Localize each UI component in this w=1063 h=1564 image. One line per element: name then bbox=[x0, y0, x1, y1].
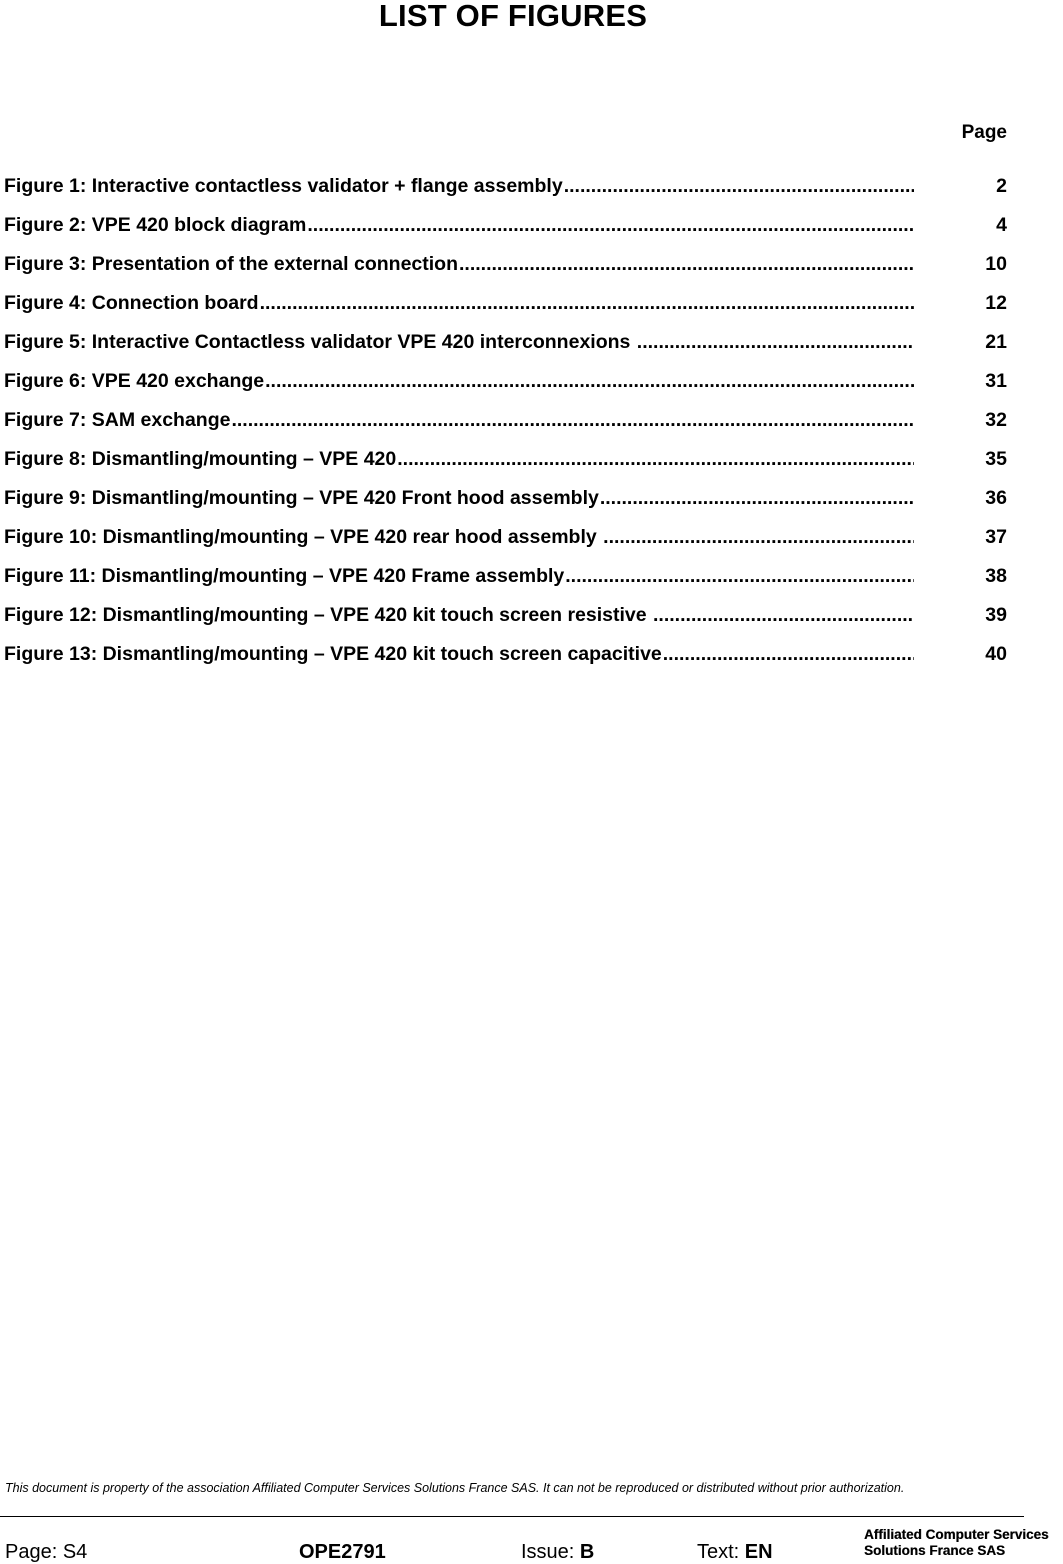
dot-leader bbox=[260, 290, 914, 316]
dot-leader bbox=[663, 641, 914, 667]
toc-entry-figure-6[interactable] bbox=[4, 368, 1007, 407]
footer-page-number: Page: S4 bbox=[5, 1541, 88, 1563]
company-logo-text bbox=[864, 1527, 1063, 1559]
footer-document-reference: OPE2791 bbox=[299, 1541, 386, 1563]
toc-entry-label: Figure 1: Interactive contactless validator + flange assembly bbox=[4, 175, 563, 197]
footer-divider bbox=[0, 1516, 1024, 1517]
property-disclaimer: This document is property of the association Affiliated Computer Services Solutions France SAS. It can not be reproduced or distributed without prior authorization. bbox=[5, 1481, 905, 1495]
toc-entry-label: Figure 2: VPE 420 block diagram bbox=[4, 214, 307, 236]
toc-entry-page: 2 bbox=[996, 175, 1007, 197]
dot-leader bbox=[307, 212, 914, 238]
footer-issue bbox=[521, 1540, 594, 1564]
toc-entry-figure-10[interactable] bbox=[4, 524, 1007, 563]
dot-leader bbox=[637, 329, 914, 355]
toc-entry-figure-12[interactable] bbox=[4, 602, 1007, 641]
footer-issue-label: Issue: bbox=[521, 1541, 580, 1563]
footer-text-value: EN bbox=[744, 1541, 773, 1563]
dot-leader bbox=[564, 173, 914, 199]
toc-entry-page: 32 bbox=[985, 409, 1007, 431]
toc-entry-page: 40 bbox=[985, 643, 1007, 665]
dot-leader bbox=[397, 446, 914, 472]
toc-entry-figure-13[interactable] bbox=[4, 641, 1007, 680]
toc-entry-figure-5[interactable] bbox=[4, 329, 1007, 368]
dot-leader bbox=[459, 251, 914, 277]
dot-leader bbox=[603, 524, 914, 550]
dot-leader bbox=[265, 368, 914, 394]
toc-entry-figure-2[interactable] bbox=[4, 212, 1007, 251]
toc-entry-label: Figure 4: Connection board bbox=[4, 292, 259, 314]
company-name-line-1: Affiliated Computer Services bbox=[864, 1527, 1049, 1542]
toc-entry-figure-4[interactable] bbox=[4, 290, 1007, 329]
dot-leader bbox=[653, 602, 914, 628]
toc-entry-figure-11[interactable] bbox=[4, 563, 1007, 602]
toc-entry-figure-9[interactable] bbox=[4, 485, 1007, 524]
toc-entry-page: 21 bbox=[985, 331, 1007, 353]
toc-entry-figure-8[interactable] bbox=[4, 446, 1007, 485]
toc-entry-label: Figure 10: Dismantling/mounting – VPE 420 rear hood assembly bbox=[4, 526, 603, 548]
toc-entry-label: Figure 6: VPE 420 exchange bbox=[4, 370, 265, 392]
toc-entry-label: Figure 11: Dismantling/mounting – VPE 420 Frame assembly bbox=[4, 565, 565, 587]
toc-entry-label: Figure 13: Dismantling/mounting – VPE 420 kit touch screen capacitive bbox=[4, 643, 662, 665]
dot-leader bbox=[600, 485, 914, 511]
toc-entry-figure-7[interactable] bbox=[4, 407, 1007, 446]
toc-entry-label: Figure 12: Dismantling/mounting – VPE 420 kit touch screen resistive bbox=[4, 604, 653, 626]
toc-entry-page: 4 bbox=[996, 214, 1007, 236]
toc-entry-page: 36 bbox=[985, 487, 1007, 509]
toc-entry-figure-3[interactable] bbox=[4, 251, 1007, 290]
company-name-line-2: Solutions France SAS bbox=[864, 1543, 1006, 1558]
toc-entry-page: 39 bbox=[985, 604, 1007, 626]
toc-entry-label: Figure 8: Dismantling/mounting – VPE 420 bbox=[4, 448, 397, 470]
toc-entry-label: Figure 7: SAM exchange bbox=[4, 409, 231, 431]
toc-entry-label: Figure 9: Dismantling/mounting – VPE 420 Front hood assembly bbox=[4, 487, 599, 509]
toc-entry-figure-1[interactable] bbox=[4, 173, 1007, 212]
dot-leader bbox=[231, 407, 914, 433]
toc-entry-page: 35 bbox=[985, 448, 1007, 470]
toc-entry-page: 38 bbox=[985, 565, 1007, 587]
page-column-header: Page bbox=[961, 122, 1007, 143]
dot-leader bbox=[565, 563, 914, 589]
toc-entry-page: 12 bbox=[985, 292, 1007, 314]
toc-entry-label: Figure 3: Presentation of the external connection bbox=[4, 253, 458, 275]
footer-text-language bbox=[697, 1540, 773, 1564]
page-title: LIST OF FIGURES bbox=[378, 0, 648, 33]
footer-text-label: Text: bbox=[697, 1541, 745, 1563]
toc-entry-page: 31 bbox=[985, 370, 1007, 392]
toc-entry-page: 37 bbox=[985, 526, 1007, 548]
toc-entry-page: 10 bbox=[985, 253, 1007, 275]
toc-entry-label: Figure 5: Interactive Contactless validator VPE 420 interconnexions bbox=[4, 331, 636, 353]
footer-issue-value: B bbox=[579, 1541, 595, 1563]
list-of-figures bbox=[4, 173, 1007, 680]
